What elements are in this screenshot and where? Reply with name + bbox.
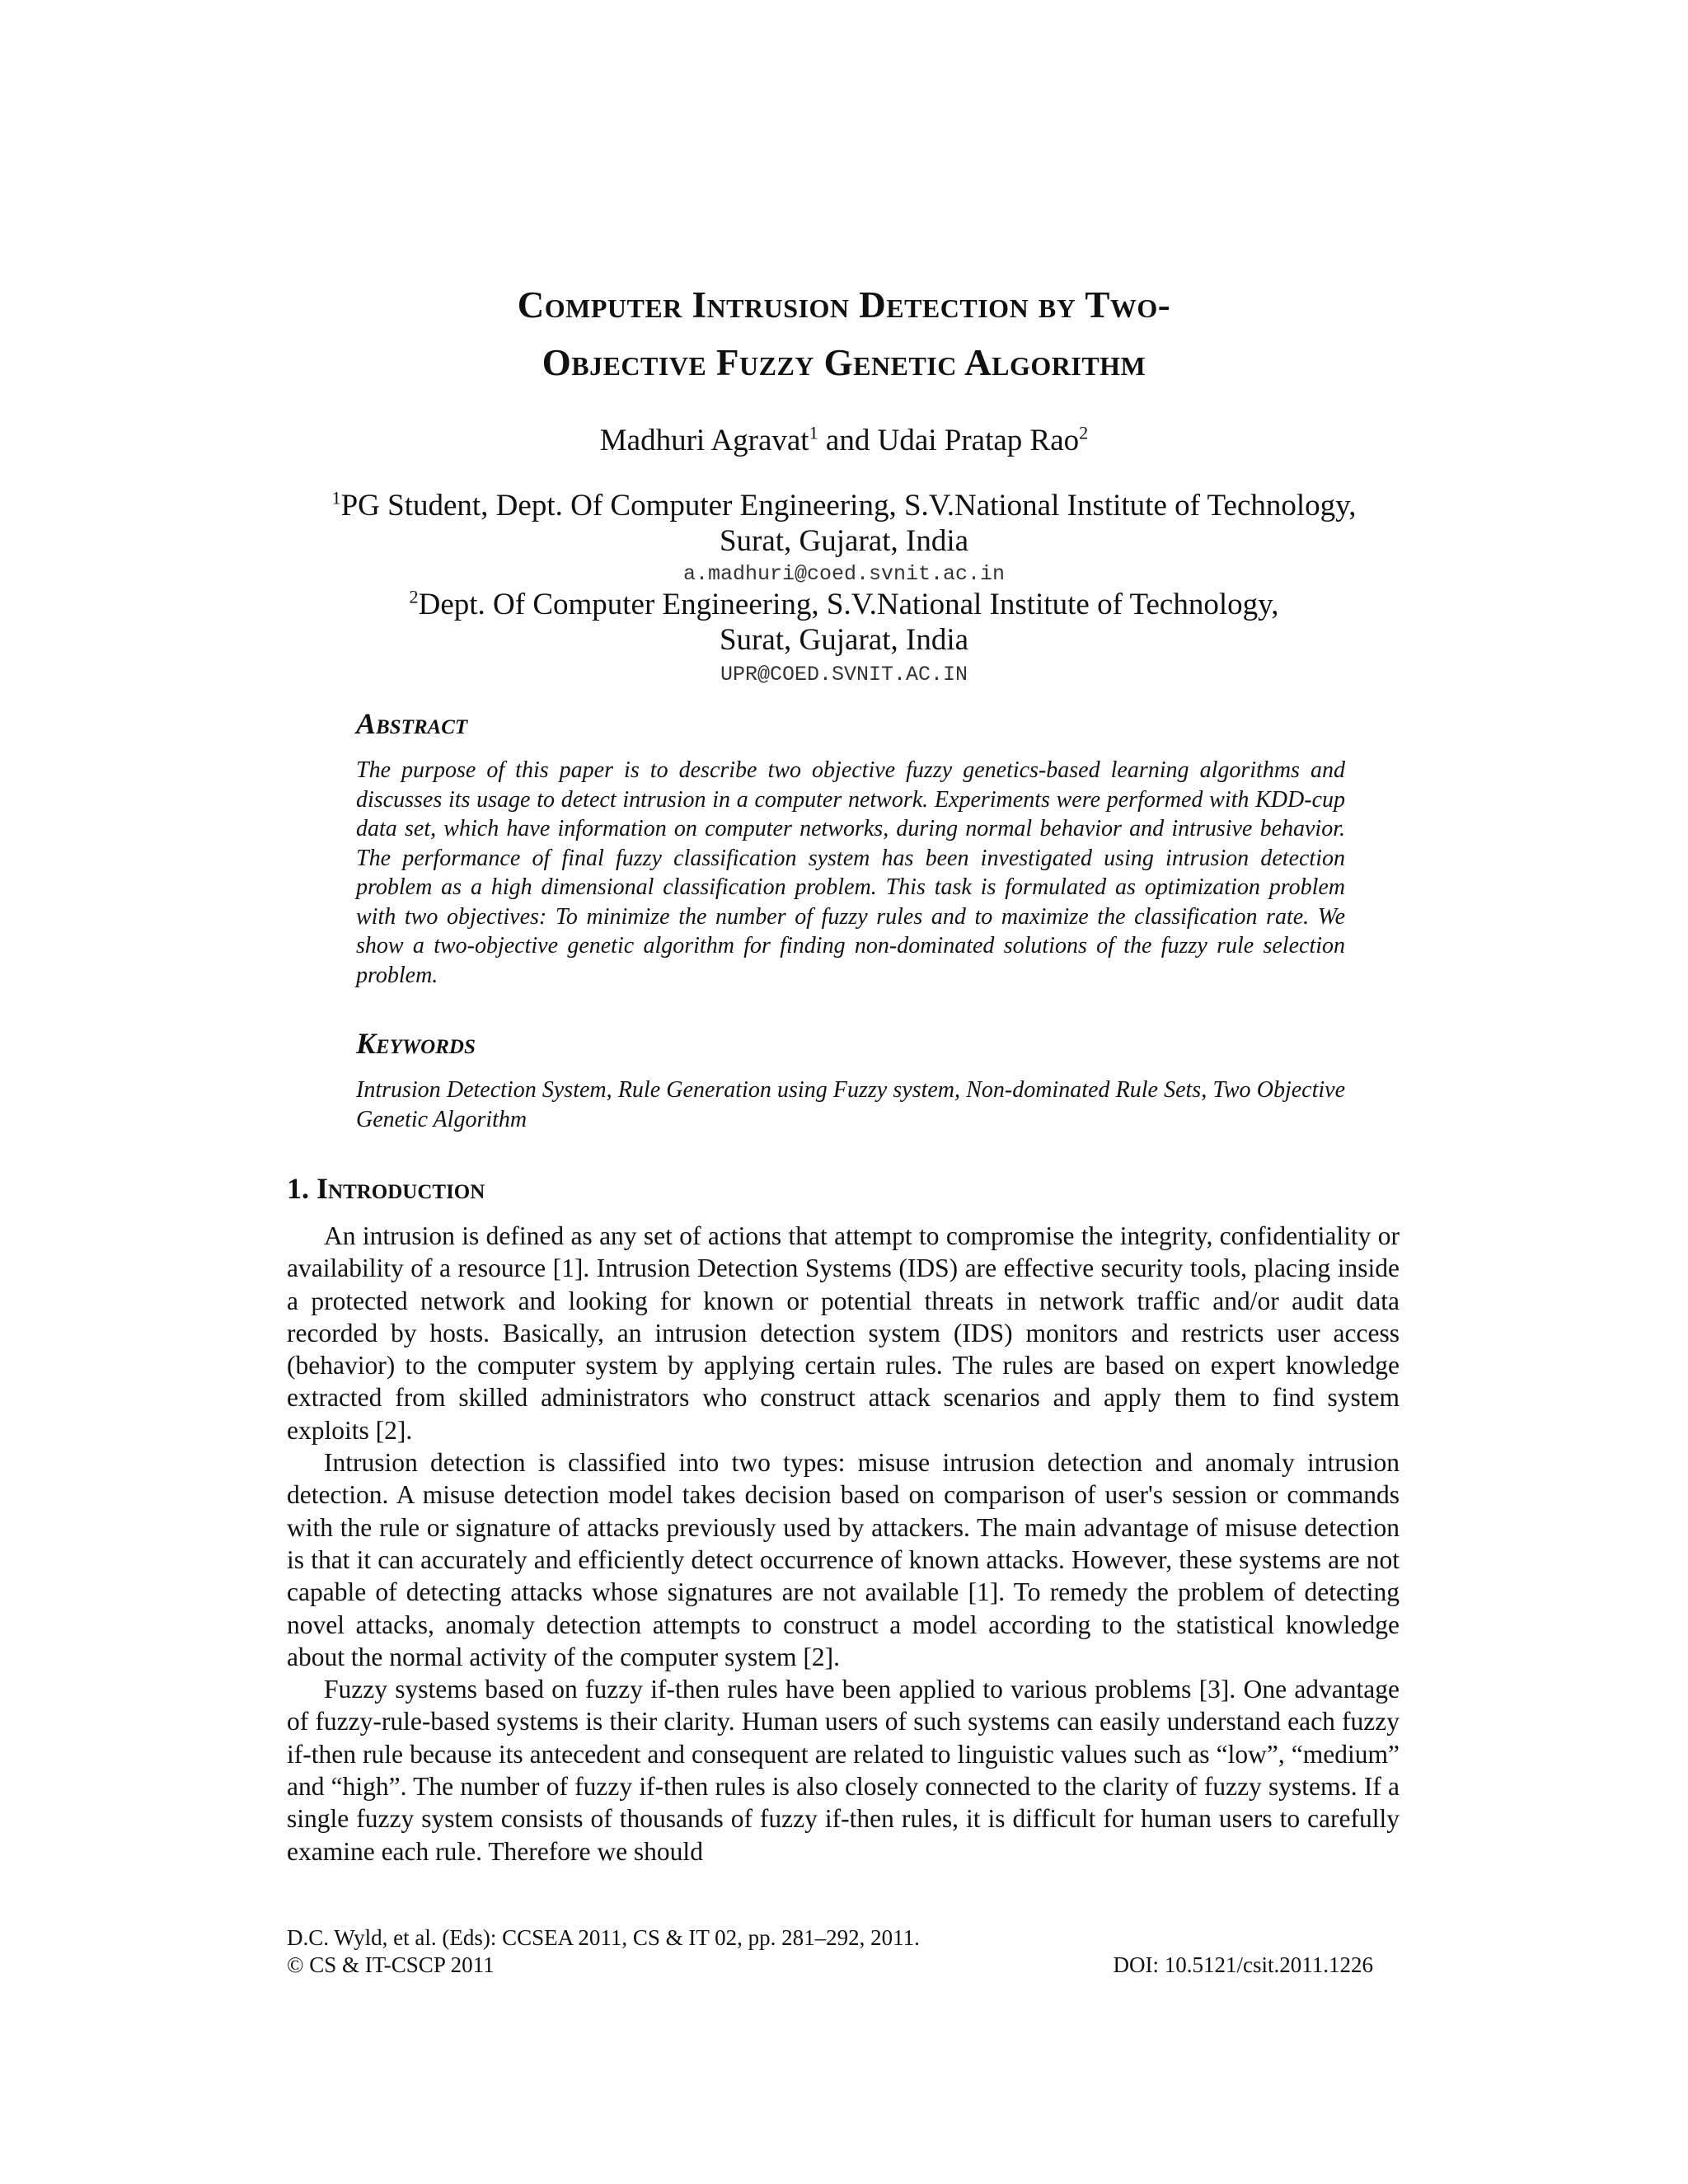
keywords-text: Intrusion Detection System, Rule Generation using Fuzzy system, Non-dominated Rule Sets, Two Objective Genetic Algorithm [356, 1077, 1345, 1132]
affiliation-1 [165, 488, 1523, 559]
footer-doi: DOI: 10.5121/csit.2011.1226 [1113, 1952, 1373, 1977]
introduction-body [287, 1220, 1400, 1868]
paragraph: Fuzzy systems based on fuzzy if-then rules have been applied to various problems [3]. One advantage of fuzzy-rule-based systems is their clarity. Human users of such systems can easily understand each fuzzy if-then rule because its antecedent and consequent are related to linguistic values such as “low”, “medium” and “high”. The number of fuzzy if-then rules is also closely connected to the clarity of fuzzy systems. If a single fuzzy system consists of thousands of fuzzy if-then rules, it is difficult for human users to carefully examine each rule. Therefore we should [287, 1675, 1400, 1866]
author-affiliation-mark: 1 [809, 422, 818, 443]
paragraph: Intrusion detection is classified into two types: misuse intrusion detection and anomaly intrusion detection. A misuse detection model takes decision based on comparison of user's session or commands with the rule or signature of attacks previously used by attackers. The main advantage of misuse detection is that it can accurately and efficiently detect occurrence of known attacks. However, these systems are not capable of detecting attacks whose signatures are not available [1]. To remedy the problem of detecting novel attacks, anomaly detection attempts to construct a model according to the statistical knowledge about the normal activity of the computer system [2]. [287, 1448, 1400, 1671]
author-name: Madhuri Agravat [599, 424, 809, 457]
author-affiliation-mark: 2 [1079, 422, 1089, 443]
footer-copyright: © CS & IT-CSCP 2011 [287, 1952, 495, 1977]
section-heading [287, 1169, 485, 1208]
section-title: Introduction [316, 1172, 485, 1205]
title-line-1: Computer Intrusion Detection by Two- [517, 284, 1171, 326]
affiliation-line: $^2$Dept. Of Computer Engineering, S.V.National Institute of Technology, [409, 586, 1279, 621]
author-name: Udai Pratap Rao [877, 424, 1080, 457]
affiliation-location: Surat, Gujarat, India [719, 623, 969, 657]
affiliation-mark: 1 [331, 487, 341, 509]
paper-title [165, 276, 1523, 391]
author-email: UPR@COED.SVNIT.AC.IN [720, 663, 968, 687]
affiliation-line: $^1$PG Student, Dept. Of Computer Engineering, S.V.National Institute of Technology, [331, 487, 1357, 523]
author-list [165, 420, 1523, 462]
affiliation-location: Surat, Gujarat, India [719, 524, 969, 558]
footer-citation: D.C. Wyld, et al. (Eds): CCSEA 2011, CS & IT 02, pp. 281–292, 2011. [287, 1925, 920, 1950]
section-number: 1. [287, 1172, 316, 1205]
page-footer [287, 1924, 1373, 1979]
title-line-2: Objective Fuzzy Genetic Algorithm [542, 342, 1146, 383]
abstract-heading: Abstract [356, 707, 468, 740]
author-email: a.madhuri@coed.svnit.ac.in [682, 562, 1006, 586]
abstract-text: The purpose of this paper is to describe two objective fuzzy genetics-based learning algorithms and discusses its usage to detect intrusion in a computer network. Experiments were performed with KDD-cup data set, which have information on computer networks, during normal behavior and intrusive behavior. The performance of final fuzzy classification system has been investigated using intrusion detection problem as a high dimensional classification problem. This task is formulated as optimization problem with two objectives: To minimize the number of fuzzy rules and to maximize the classification rate. We show a two-objective genetic algorithm for finding non-dominated solutions of the fuzzy rule selection problem. [356, 757, 1345, 988]
affiliation-mark: 2 [409, 586, 419, 607]
keywords-heading: Keywords [356, 1027, 476, 1060]
author-joiner: and [818, 424, 878, 457]
paragraph: An intrusion is defined as any set of actions that attempt to compromise the integrity, confidentiality or availability of a resource [1]. Intrusion Detection Systems (IDS) are effective security tools, placing inside a protected network and looking for known or potential threats in network traffic and/or audit data recorded by hosts. Basically, an intrusion detection system (IDS) monitors and restricts user access (behavior) to the computer system by applying certain rules. The rules are based on expert knowledge extracted from skilled administrators who construct attack scenarios and apply them to find system exploits [2]. [287, 1221, 1400, 1445]
affiliation-2 [165, 587, 1523, 658]
